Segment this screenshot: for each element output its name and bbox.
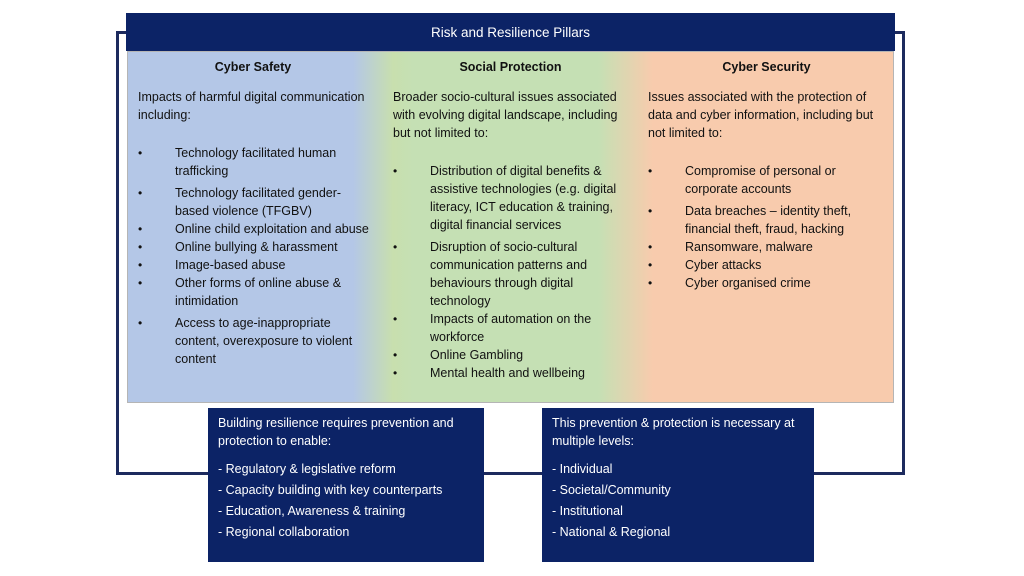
box-list [552,459,804,543]
list-item: - Education, Awareness & training [218,504,406,518]
pillar-list [393,162,630,382]
list-item: - Societal/Community [552,483,671,497]
list-item: - National & Regional [552,525,671,539]
list-item: - Individual [552,462,613,476]
list-item: • Compromise of personal or corporate accounts [648,162,887,198]
list-item: • Image-based abuse [138,256,370,274]
pillars-panel [127,51,894,403]
pillar-list [138,144,370,368]
levels-box [542,408,814,562]
list-item: • Disruption of socio-cultural communication patterns and behaviours through digital technology [393,238,630,310]
pillar-list [648,162,887,292]
pillar-intro: Issues associated with the protection of data and cyber information, including but not limited to: [648,90,874,140]
box-intro: Building resilience requires prevention and protection to enable: [218,416,454,448]
pillar-intro: Impacts of harmful digital communication including: [138,90,365,122]
box-list [218,459,474,543]
pillar-heading: Cyber Security [722,60,811,74]
title-text: Risk and Resilience Pillars [430,24,591,40]
list-item: - Institutional [552,504,623,518]
list-item: - Capacity building with key counterparts [218,483,443,497]
list-item: • Data breaches – identity theft, financial theft, fraud, hacking [648,202,887,238]
resilience-box [208,408,484,562]
pillar-cyber-security [638,52,895,402]
list-item: • Cyber attacks [648,256,887,274]
list-item: • Cyber organised crime [648,274,887,292]
list-item: • Distribution of digital benefits & assistive technologies (e.g. digital literacy, ICT education & training, digital financial services [393,162,630,234]
list-item: • Online bullying & harassment [138,238,370,256]
list-item: • Impacts of automation on the workforce [393,310,630,346]
list-item: • Online Gambling [393,346,630,364]
list-item: - Regional collaboration [218,525,350,539]
pillar-heading: Social Protection [459,60,562,74]
box-intro: This prevention & protection is necessary at multiple levels: [552,416,795,448]
pillar-cyber-safety [128,52,378,402]
list-item: • Technology facilitated human trafficking [138,144,370,180]
pillar-intro: Broader socio-cultural issues associated with evolving digital landscape, including but not limited to: [393,90,618,140]
pillar-heading: Cyber Safety [214,60,292,74]
list-item: • Mental health and wellbeing [393,364,630,382]
list-item: • Technology facilitated gender-based violence (TFGBV) [138,184,370,220]
diagram-title [126,13,895,51]
list-item: • Other forms of online abuse & intimidation [138,274,370,310]
list-item: - Regulatory & legislative reform [218,462,396,476]
list-item: • Ransomware, malware [648,238,887,256]
list-item: • Access to age-inappropriate content, overexposure to violent content [138,314,370,368]
pillar-social-protection [383,52,638,402]
list-item: • Online child exploitation and abuse [138,220,370,238]
